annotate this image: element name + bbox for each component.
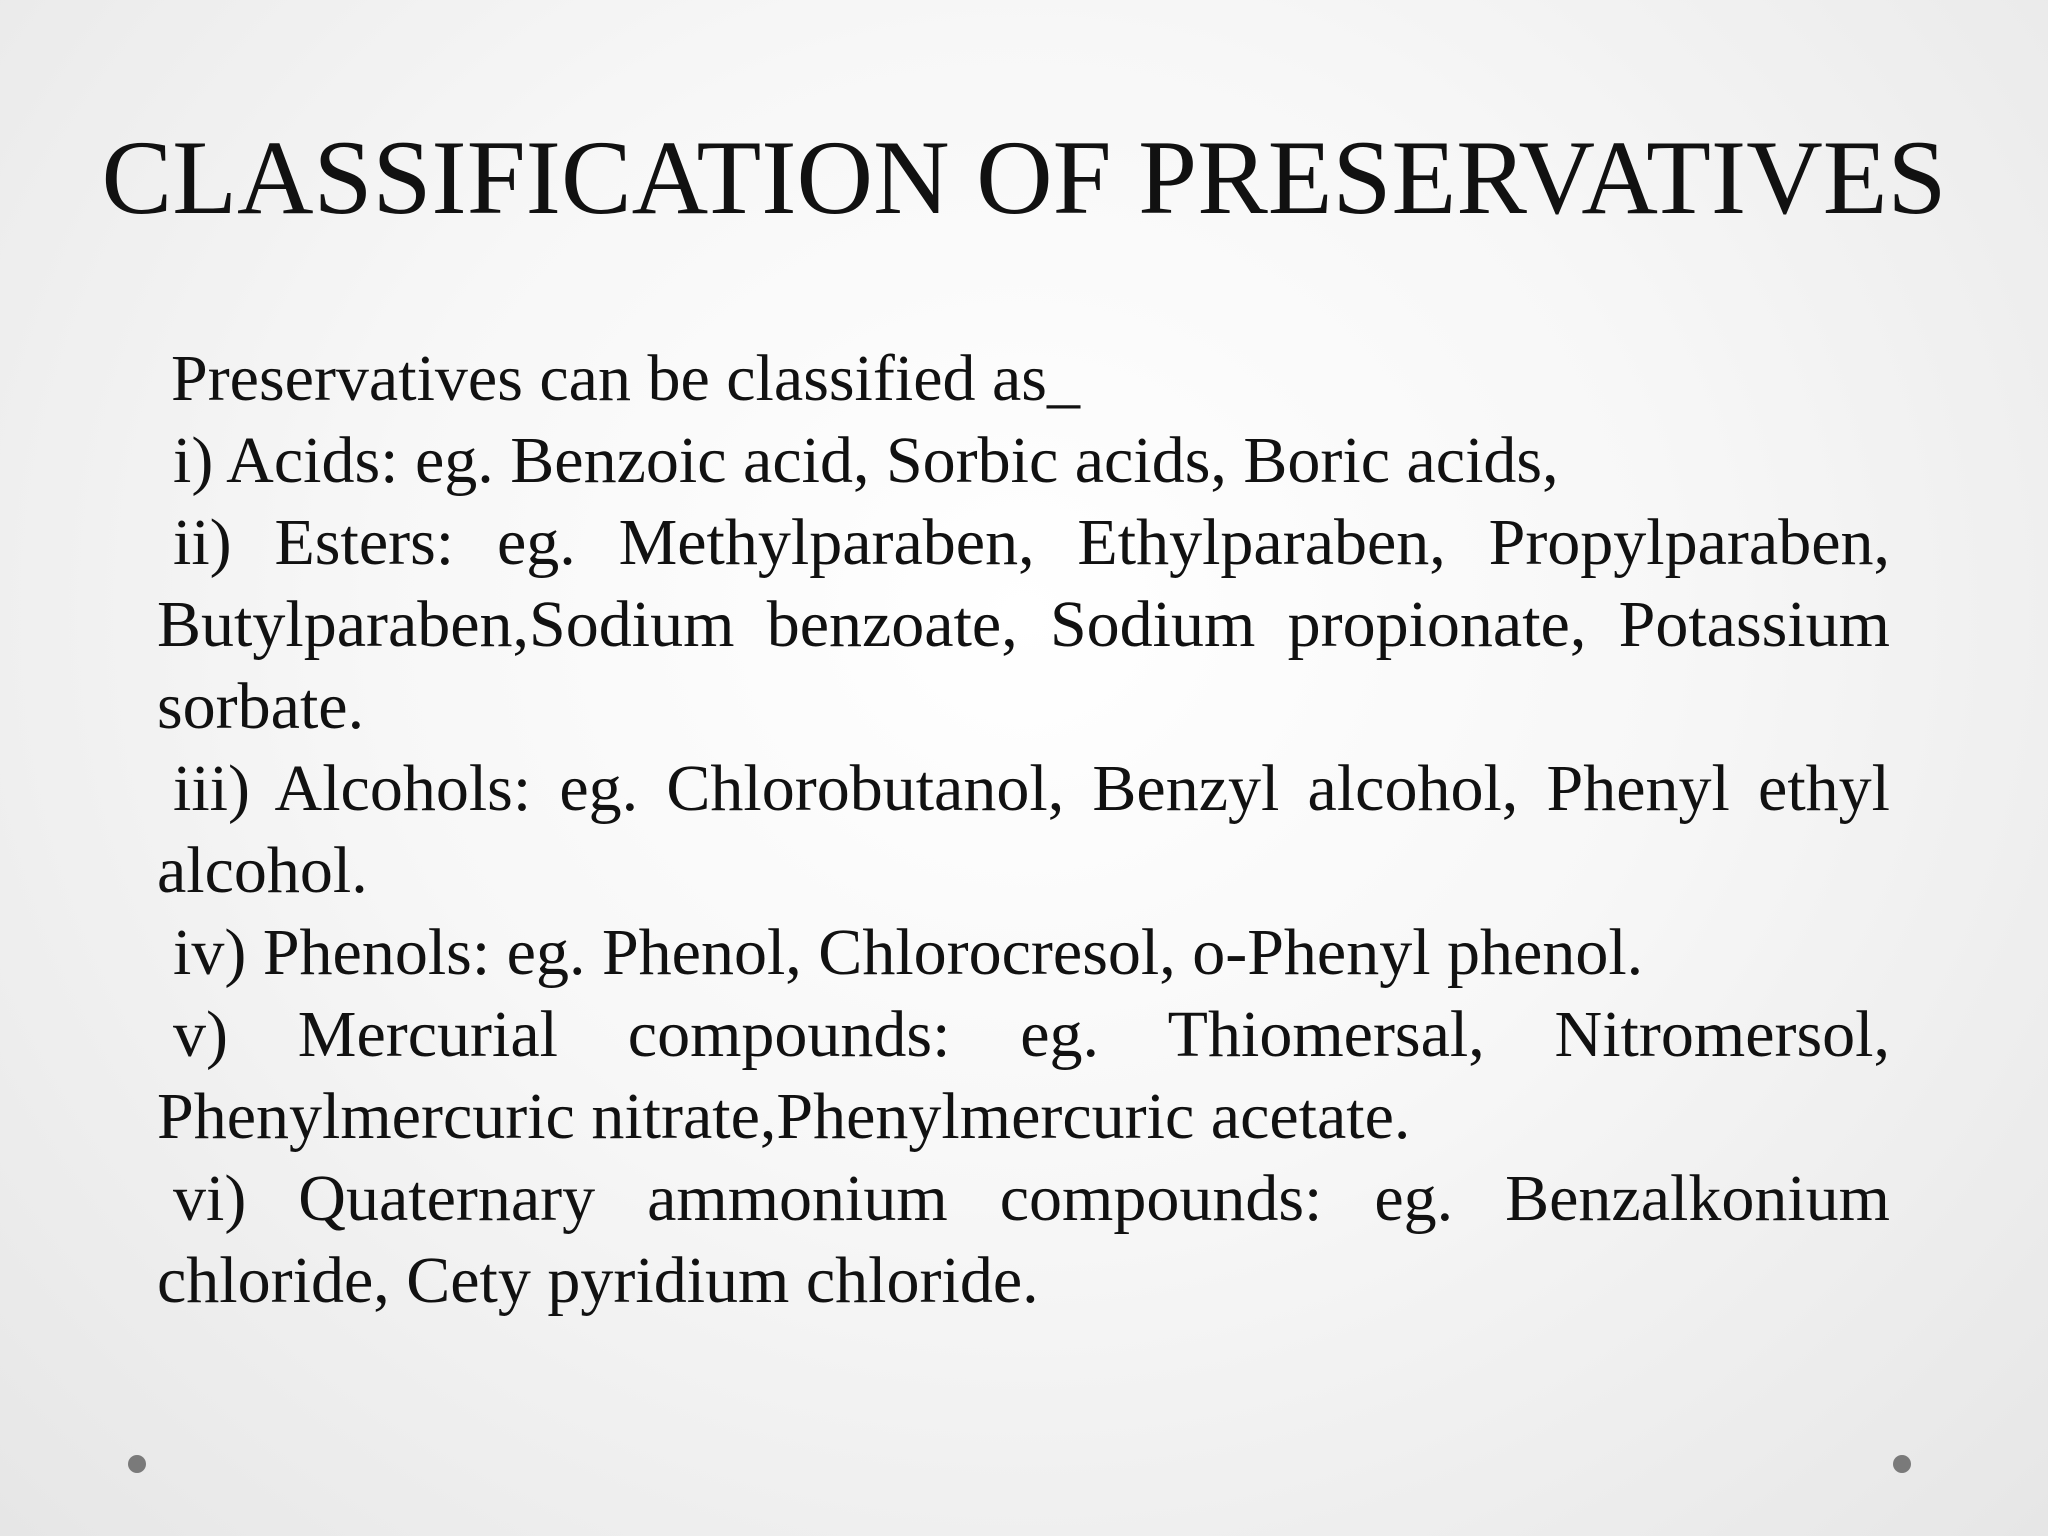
classification-item-esters: ii) Esters: eg. Methylparaben, Ethylparaben, Propylparaben, Butylparaben,Sodium benzoate, Sodium propionate, Potassium sorbate. (157, 506, 1890, 743)
slide-body (157, 338, 1890, 1322)
decorative-dot-right (1893, 1455, 1911, 1473)
slide-title: CLASSIFICATION OF PRESERVATIVES (101, 119, 1947, 236)
intro-text: Preservatives can be classified as_ (171, 342, 1080, 415)
classification-item-mercurial: v) Mercurial compounds: eg. Thiomersal, Nitromersol, Phenylmercuric nitrate,Phenylmercuric acetate. (157, 998, 1890, 1153)
decorative-dot-left (128, 1455, 146, 1473)
classification-item-alcohols: iii) Alcohols: eg. Chlorobutanol, Benzyl alcohol, Phenyl ethyl alcohol. (157, 752, 1890, 907)
classification-item-phenols: iv) Phenols: eg. Phenol, Chlorocresol, o-Phenyl phenol. (173, 916, 1644, 989)
classification-item-acids: i) Acids: eg. Benzoic acid, Sorbic acids, Boric acids, (173, 424, 1559, 497)
classification-item-quaternary: vi) Quaternary ammonium compounds: eg. Benzalkonium chloride, Cety pyridium chloride. (157, 1162, 1890, 1317)
